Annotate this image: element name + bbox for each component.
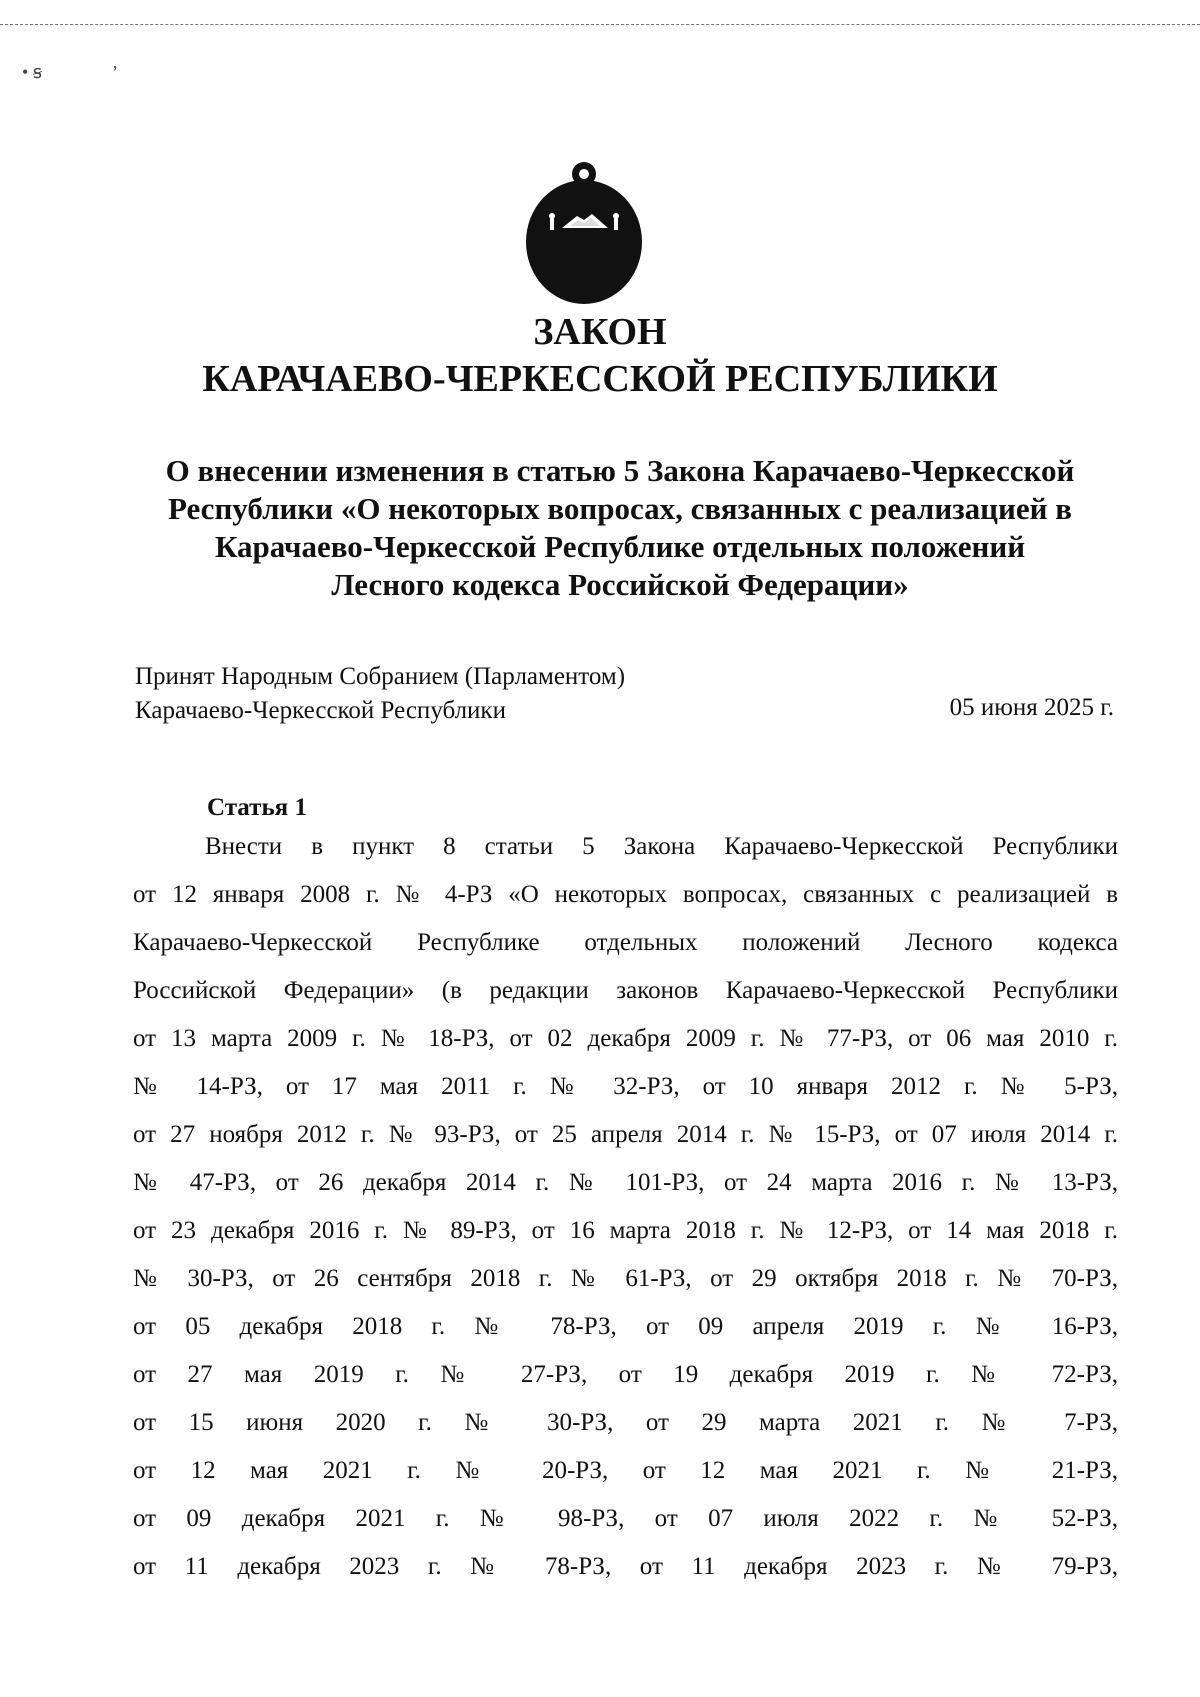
scan-artifact: ʼ bbox=[112, 62, 118, 82]
subject-line: Лесного кодекса Российской Федерации» bbox=[331, 567, 909, 602]
body-line: от 05 декабря 2018 г. № 78-РЗ, от 09 апреля 2019 г. № 16-РЗ, bbox=[133, 1313, 1118, 1340]
body-line: от 09 декабря 2021 г. № 98-РЗ, от 07 июля 2022 г. № 52-РЗ, bbox=[133, 1505, 1118, 1532]
body-line: от 15 июня 2020 г. № 30-РЗ, от 29 марта 2021 г. № 7-РЗ, bbox=[133, 1409, 1118, 1436]
article-heading: Статья 1 bbox=[207, 794, 307, 821]
law-title: ЗАКОН bbox=[533, 311, 667, 353]
body-line: № 47-РЗ, от 26 декабря 2014 г. № 101-РЗ, от 24 марта 2016 г. № 13-РЗ, bbox=[133, 1169, 1118, 1196]
body-line: от 23 декабря 2016 г. № 89-РЗ, от 16 марта 2018 г. № 12-РЗ, от 14 мая 2018 г. bbox=[133, 1217, 1118, 1244]
adoption-line: Карачаево-Черкесской Республики bbox=[135, 697, 506, 724]
body-line: от 13 марта 2009 г. № 18-РЗ, от 02 декабря 2009 г. № 77-РЗ, от 06 мая 2010 г. bbox=[133, 1025, 1118, 1052]
body-line: от 11 декабря 2023 г. № 78-РЗ, от 11 декабря 2023 г. № 79-РЗ, bbox=[133, 1553, 1118, 1580]
body-line: Внести в пункт 8 статьи 5 Закона Карачаево-Черкесской Республики bbox=[205, 833, 1118, 860]
body-line: № 30-РЗ, от 26 сентября 2018 г. № 61-РЗ, от 29 октября 2018 г. № 70-РЗ, bbox=[133, 1265, 1118, 1292]
body-line: № 14-РЗ, от 17 мая 2011 г. № 32-РЗ, от 10 января 2012 г. № 5-РЗ, bbox=[133, 1073, 1118, 1100]
law-subject bbox=[130, 452, 1110, 604]
subject-line: Республики «О некоторых вопросах, связанных с реализацией в bbox=[168, 491, 1072, 526]
body-line: от 27 мая 2019 г. № 27-РЗ, от 19 декабря 2019 г. № 72-РЗ, bbox=[133, 1361, 1118, 1388]
body-line: от 12 мая 2021 г. № 20-РЗ, от 12 мая 2021 г. № 21-РЗ, bbox=[133, 1457, 1118, 1484]
scan-edge-line bbox=[0, 24, 1200, 25]
subject-line: О внесении изменения в статью 5 Закона Карачаево-Черкесской bbox=[165, 453, 1075, 488]
adoption-line: Принят Народным Собранием (Парламентом) bbox=[135, 663, 626, 690]
adoption-note bbox=[135, 660, 625, 728]
body-line: Карачаево-Черкесской Республике отдельных положений Лесного кодекса bbox=[133, 929, 1118, 956]
body-line: Российской Федерации» (в редакции законов Карачаево-Черкесской Республики bbox=[133, 977, 1118, 1004]
scan-artifact: • ꞩ bbox=[22, 62, 43, 82]
coat-of-arms-icon bbox=[522, 160, 646, 310]
subject-line: Карачаево-Черкесской Республике отдельных положений bbox=[214, 529, 1026, 564]
adoption-date: 05 июня 2025 г. bbox=[949, 694, 1114, 721]
law-region: КАРАЧАЕВО-ЧЕРКЕССКОЙ РЕСПУБЛИКИ bbox=[202, 358, 998, 400]
article-body bbox=[133, 823, 1118, 1591]
body-line: от 12 января 2008 г. № 4-РЗ «О некоторых вопросах, связанных с реализацией в bbox=[133, 881, 1118, 908]
body-line: от 27 ноября 2012 г. № 93-РЗ, от 25 апреля 2014 г. № 15-РЗ, от 07 июля 2014 г. bbox=[133, 1121, 1118, 1148]
